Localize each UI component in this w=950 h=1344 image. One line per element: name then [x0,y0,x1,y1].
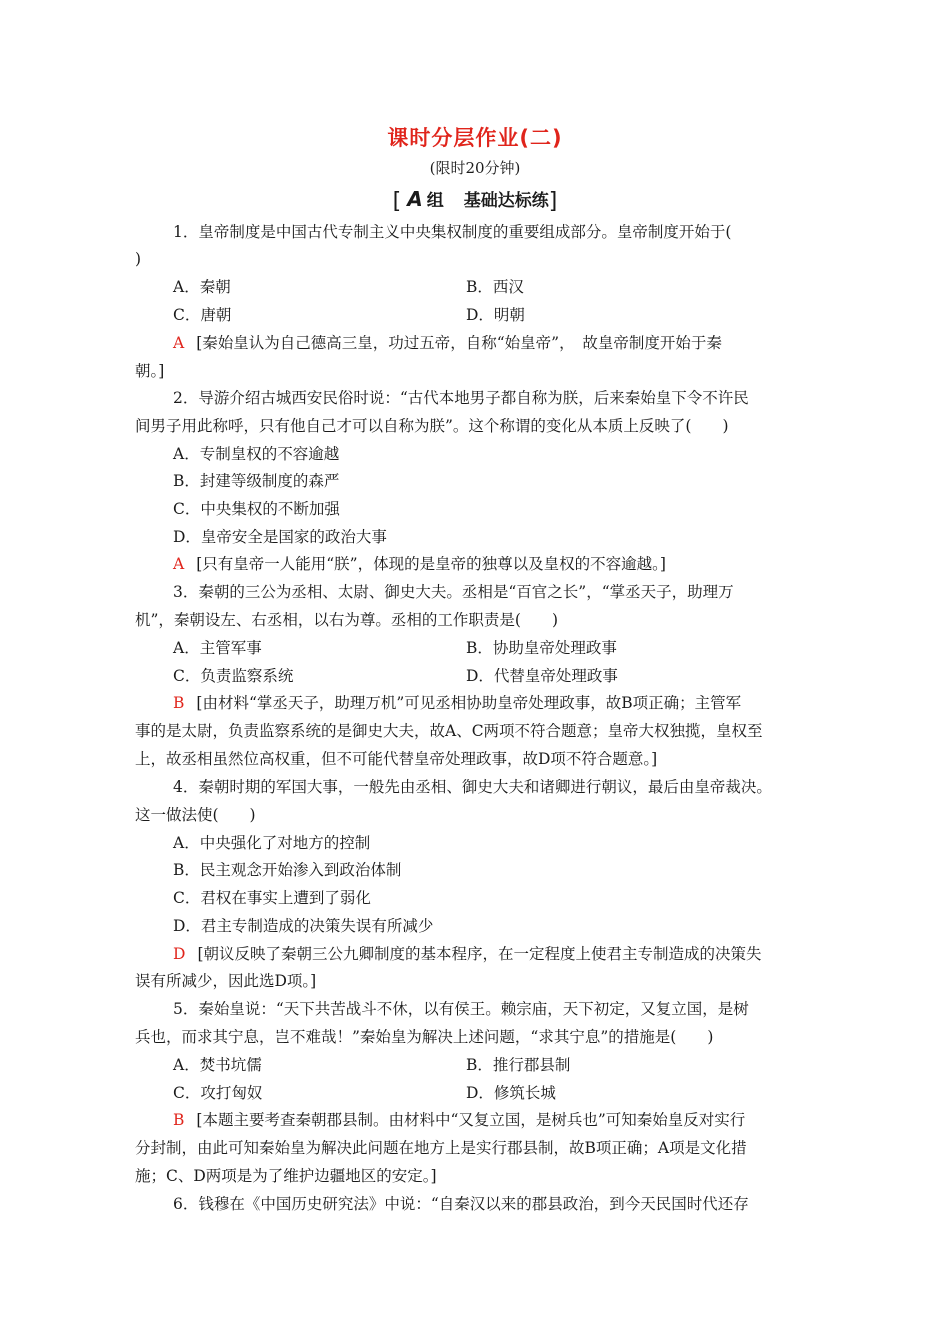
question-5-option-c: C．攻打匈奴 [173,1084,263,1102]
question-5-explanation-line-3: 施；C、D两项是为了维护边疆地区的安定。] [135,1167,437,1185]
question-2-explanation-line-1: A [只有皇帝一人能用“朕”，体现的是皇帝的独尊以及皇权的不容逾越。] [173,555,666,573]
section-group: 组 [426,191,444,211]
question-1-option-c: C．唐朝 [173,306,232,324]
question-2-stem-line-2: 间男子用此称呼，只有他自己才可以自称为朕”。这个称谓的变化从本质上反映了( ) [135,417,729,435]
question-3-explanation-line-1: B [由材料“掌丞天子，助理万机”可见丞相协助皇帝处理政事，故B项正确；主管军 [173,694,742,712]
question-5-option-b: B．推行郡县制 [466,1056,571,1074]
question-4-option-b: B．民主观念开始渗入到政治体制 [173,861,402,879]
question-6-stem-line-1: 6．钱穆在《中国历史研究法》中说：“自秦汉以来的郡县政治，到今天民国时代还存 [173,1195,749,1213]
page-title: 课时分层作业(二) [387,126,563,150]
question-5-option-a: A．焚书坑儒 [173,1056,262,1074]
question-2-option-d: D．皇帝安全是国家的政治大事 [173,528,387,546]
question-5-stem-line-1: 5．秦始皇说：“天下共苦战斗不休，以有侯王。赖宗庙，天下初定，又复立国，是树 [173,1000,749,1018]
question-3-explanation-line-3: 上，故丞相虽然位高权重，但不可能代替皇帝处理政事，故D项不符合题意。] [135,750,658,768]
question-4-option-c: C．君权在事实上遭到了弱化 [173,889,371,907]
question-1-option-a: A．秦朝 [173,278,231,296]
question-4-explanation-line-2: 误有所减少，因此选D项。] [135,972,317,990]
question-4-stem-line-1: 4．秦朝时期的军国大事，一般先由丞相、御史大夫和诸卿进行朝议，最后由皇帝裁决。 [173,778,772,796]
question-1-option-d: D．明朝 [466,306,525,324]
question-2-option-a: A．专制皇权的不容逾越 [173,445,340,463]
question-5-option-d: D．修筑长城 [466,1084,556,1102]
question-3-stem-line-1: 3．秦朝的三公为丞相、太尉、御史大夫。丞相是“百官之长”，“掌丞天子，助理万 [173,583,734,601]
section-name: 基础达标练 [463,191,549,211]
question-4-stem-line-2: 这一做法使( ) [135,806,256,824]
question-4-answer: D [173,945,186,963]
question-5-stem-line-2: 兵也，而求其宁息，岂不难哉！”秦始皇为解决上述问题，“求其宁息”的措施是( ) [135,1028,714,1046]
section-heading [0,186,950,214]
question-4-explanation-line-1: D [朝议反映了秦朝三公九卿制度的基本程序，在一定程度上使君主专制造成的决策失 [173,945,762,963]
question-1-explanation-line-1: A [秦始皇认为自己德高三皇，功过五帝，自称“始皇帝”， 故皇帝制度开始于秦 [173,334,722,352]
question-2-stem-line-1: 2．导游介绍古城西安民俗时说：“古代本地男子都自称为朕，后来秦始皇下令不许民 [173,389,749,407]
question-3-option-c: C．负责监察系统 [173,667,294,685]
question-5-answer: B [173,1111,185,1129]
section-bracket-open: [ [392,189,402,214]
question-5-explanation-line-2: 分封制，由此可知秦始皇为解决此问题在地方上是实行郡县制，故B项正确；A项是文化措 [135,1139,747,1157]
question-3-option-d: D．代替皇帝处理政事 [466,667,618,685]
time-limit-subtitle: (限时20分钟) [429,159,521,177]
question-1-stem-line-1: 1．皇帝制度是中国古代专制主义中央集权制度的重要组成部分。皇帝制度开始于( [173,223,732,241]
question-4-option-a: A．中央强化了对地方的控制 [173,834,371,852]
section-bracket-close: ] [548,189,558,214]
question-5-explanation-line-1: B [本题主要考查秦朝郡县制。由材料中“又复立国，是树兵也”可知秦始皇反对实行 [173,1111,746,1129]
question-3-explanation-line-2: 事的是太尉，负责监察系统的是御史大夫，故A、C两项不符合题意；皇帝大权独揽，皇权至 [135,722,763,740]
question-3-stem-line-2: 机”，秦朝设左、右丞相，以右为尊。丞相的工作职责是( ) [135,611,559,629]
question-2-option-c: C．中央集权的不断加强 [173,500,340,518]
question-1-stem-line-2: ) [135,250,142,268]
question-3-option-b: B．协助皇帝处理政事 [466,639,617,657]
question-4-option-d: D．君主专制造成的决策失误有所减少 [173,917,434,935]
question-3-answer: B [173,694,185,712]
question-2-option-b: B．封建等级制度的森严 [173,472,340,490]
question-3-option-a: A．主管军事 [173,639,262,657]
section-letter: A [407,187,423,211]
question-1-answer: A [173,334,185,352]
question-2-answer: A [173,555,185,573]
question-1-option-b: B．西汉 [466,278,524,296]
question-1-explanation-line-2: 朝。] [135,362,165,380]
